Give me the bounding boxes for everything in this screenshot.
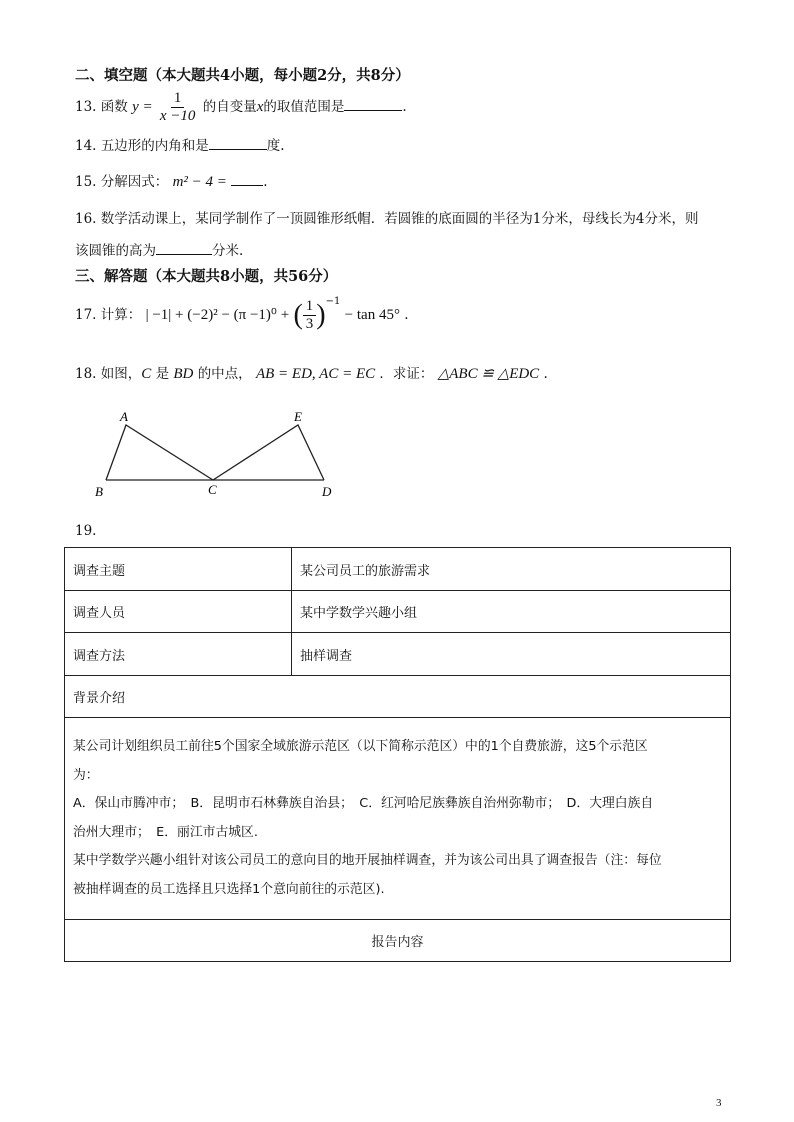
question-16-line2: [75, 239, 243, 259]
q17-fraction: [303, 298, 317, 333]
q17-text: 计算：: [100, 307, 142, 323]
q17-exponent: −1: [325, 295, 341, 307]
q16-suffix: 分米.: [212, 243, 244, 259]
q17-left-paren: (: [293, 299, 303, 331]
triangle-figure: [88, 408, 348, 503]
q16-number: 16.: [75, 211, 97, 227]
label-b: B: [95, 484, 103, 499]
label-e: E: [294, 409, 302, 424]
q15-number: 15.: [75, 174, 97, 190]
question-18: [75, 362, 548, 383]
q14-text: 五边形的内角和是: [100, 138, 209, 154]
q13-frac-den: x −10: [159, 108, 196, 124]
q13-end: .: [402, 99, 407, 115]
q13-frac-num: 1: [171, 90, 185, 108]
q13-var: x: [256, 99, 264, 115]
q15-answer-blank[interactable]: [231, 171, 263, 186]
question-16-line1: [75, 207, 698, 227]
q18-segment-bd: BD: [173, 366, 194, 382]
q19-number: 19.: [75, 523, 97, 539]
q18-congruence: △ABC ≌ △EDC: [437, 366, 540, 382]
triangle-lines: [106, 425, 324, 480]
q14-suffix: 度.: [266, 138, 285, 154]
q18-text-a: 如图，: [100, 366, 142, 382]
label-d: D: [322, 484, 332, 499]
q18-point-c: C: [141, 366, 152, 382]
q17-number: 17.: [75, 307, 97, 323]
background-label: 背景介绍: [65, 676, 731, 718]
q18-end: .: [543, 366, 548, 382]
question-17: [75, 295, 409, 333]
q18-equalities: AB = ED, AC = EC: [255, 366, 376, 382]
q17-expression-a: | −1| + (−2)² − (π −1)⁰ +: [145, 307, 290, 323]
q13-number: 13.: [75, 99, 97, 115]
section2-heading: 二、填空题（本大题共4小题，每小题2分，共8分）: [75, 67, 410, 84]
q13-middle: 的自变量: [202, 99, 257, 115]
table-row: [65, 676, 731, 718]
row-value: 某公司员工的旅游需求: [292, 548, 731, 591]
page-number: 3: [716, 1097, 722, 1109]
background-line: 被抽样调查的员工选择且只选择1个意向前往的示范区).: [73, 881, 385, 897]
q13-fraction: [157, 90, 199, 125]
section3-heading: 三、解答题（本大题共8小题，共56分）: [75, 268, 338, 285]
q15-expression: m² − 4 =: [172, 174, 227, 190]
q13-suffix: 的取值范围是: [263, 99, 345, 115]
row-value: 某中学数学兴趣小组: [292, 591, 731, 633]
q17-right-paren: ): [316, 299, 326, 331]
q13-answer-blank[interactable]: [344, 96, 402, 111]
q16-text-line1: 数学活动课上，某同学制作了一顶圆锥形纸帽．若圆锥的底面圆的半径为1分米，母线长为4分米，则: [100, 211, 699, 227]
q17-end: .: [404, 307, 409, 323]
table-row: [65, 718, 731, 920]
q17-expression-b: − tan 45°: [344, 307, 400, 323]
q13-func-lhs: y =: [132, 99, 153, 115]
q18-text-c: 的中点，: [197, 366, 252, 382]
label-c: C: [208, 482, 217, 497]
row-value: 抽样调查: [292, 633, 731, 676]
q15-end: .: [263, 174, 268, 190]
q13-prefix: 函数: [100, 99, 128, 115]
q16-answer-blank[interactable]: [156, 240, 212, 255]
table-row: [65, 633, 731, 676]
survey-table: [64, 547, 731, 962]
row-label: 调查人员: [65, 591, 292, 633]
row-label: 调查方法: [65, 633, 292, 676]
background-line: 某公司计划组织员工前往5个国家全域旅游示范区（以下简称示范区）中的1个自费旅游，这5个示范区: [73, 739, 648, 754]
q17-frac-den: 3: [305, 316, 314, 332]
q15-text: 分解因式：: [100, 174, 169, 190]
background-line: A．保山市腾冲市； B．昆明市石林彝族自治县； C．红河哈尼族彝族自治州弥勒市； D．大理白族自: [73, 796, 654, 811]
question-13: [75, 90, 407, 125]
report-label: 报告内容: [65, 920, 731, 962]
q18-text-d: ．求证：: [379, 366, 434, 382]
q17-frac-num: 1: [303, 298, 317, 316]
q18-number: 18.: [75, 366, 97, 382]
background-content: [65, 718, 731, 920]
table-row: [65, 920, 731, 962]
question-14: [75, 134, 285, 154]
background-line: 治州大理市； E．丽江市古城区.: [73, 824, 258, 840]
row-label: 调查主题: [65, 548, 292, 591]
table-row: [65, 548, 731, 591]
q16-text-line2: 该圆锥的高为: [75, 243, 156, 259]
table-row: [65, 591, 731, 633]
question-15: [75, 170, 268, 191]
background-line: 为：: [73, 767, 99, 783]
background-line: 某中学数学兴趣小组针对该公司员工的意向目的地开展抽样调查，并为该公司出具了调查报告（注：每位: [73, 853, 662, 868]
q18-text-b: 是: [155, 366, 170, 382]
q14-answer-blank[interactable]: [209, 135, 267, 150]
label-a: A: [120, 409, 128, 424]
q14-number: 14.: [75, 138, 97, 154]
